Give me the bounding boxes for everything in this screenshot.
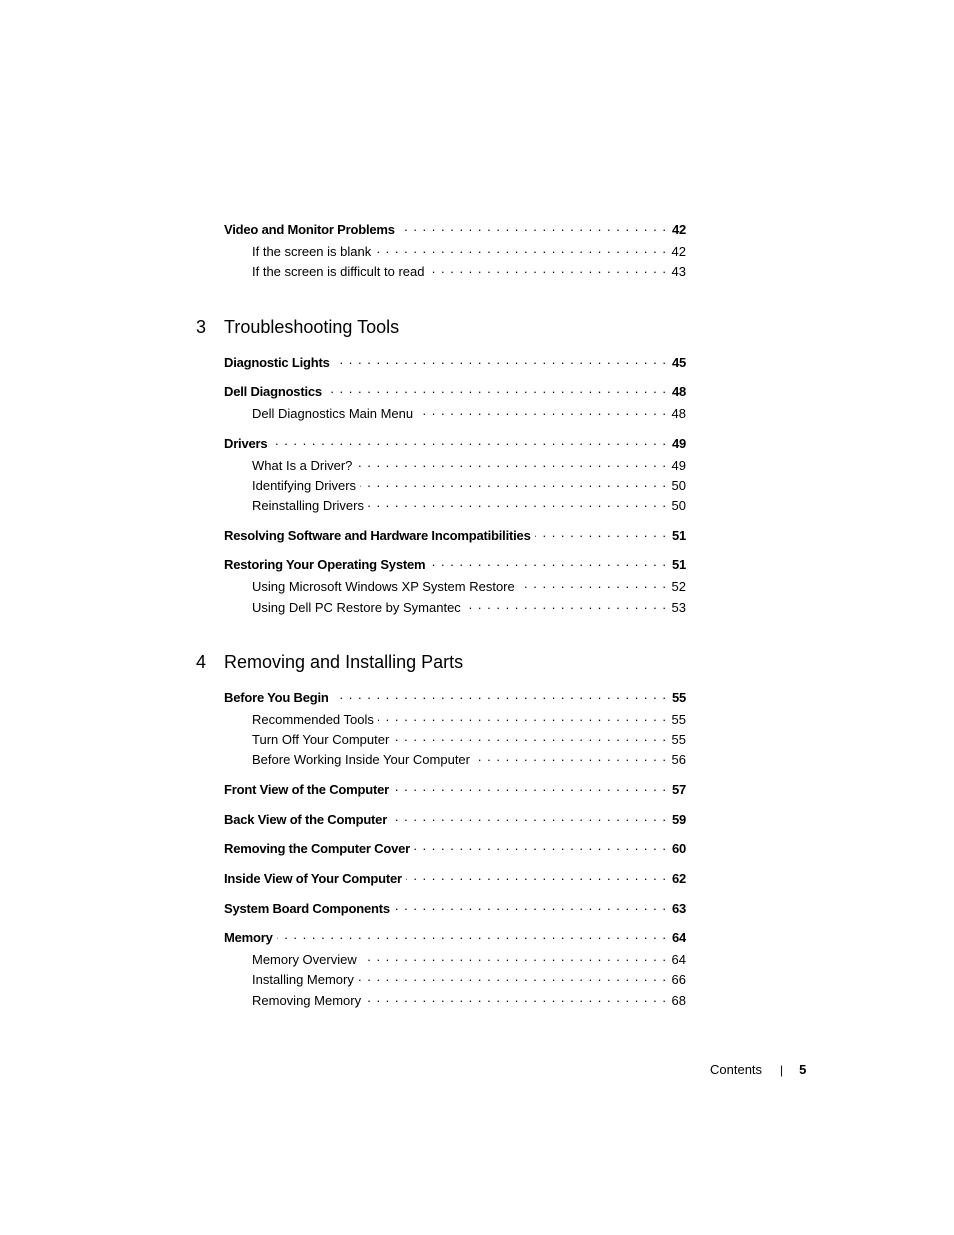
chapter-title: Troubleshooting Tools <box>224 317 400 337</box>
toc-entry-page-number: 55 <box>671 690 686 705</box>
toc-subentry[interactable] <box>252 749 686 767</box>
toc-entry[interactable] <box>224 525 686 543</box>
toc-entry-title: Before You Begin <box>224 690 329 705</box>
footer-section-label: Contents <box>710 1062 763 1077</box>
toc-entry-title: Dell Diagnostics <box>224 384 322 399</box>
dot-leader <box>356 455 666 470</box>
toc-entry[interactable] <box>224 352 686 370</box>
toc-entry-page-number: 45 <box>671 355 686 370</box>
toc-subentry[interactable] <box>252 576 686 594</box>
dot-leader <box>361 949 666 964</box>
toc-entry-title: Inside View of Your Computer <box>224 871 402 886</box>
toc-entry-title: Removing Memory <box>252 993 362 1008</box>
toc-entry-page-number: 60 <box>671 841 686 856</box>
toc-entry-page-number: 56 <box>671 752 686 767</box>
toc-entry[interactable] <box>224 687 686 705</box>
toc-entry[interactable] <box>224 219 686 237</box>
toc-entry-title: Diagnostic Lights <box>224 355 330 370</box>
toc-entry-page-number: 55 <box>671 712 686 727</box>
toc-entry-title: Restoring Your Operating System <box>224 557 426 572</box>
dot-leader <box>334 352 666 367</box>
toc-entry-title: If the screen is difficult to read <box>252 264 425 279</box>
dot-leader <box>394 898 666 913</box>
toc-subentry[interactable] <box>252 709 686 727</box>
toc-entry-page-number: 57 <box>671 782 686 797</box>
toc-subentry[interactable] <box>252 597 686 615</box>
dot-leader <box>399 219 666 234</box>
dot-leader <box>393 729 666 744</box>
toc-entry-page-number: 64 <box>671 952 686 967</box>
toc-entry-page-number: 64 <box>671 930 686 945</box>
footer-page-number: 5 <box>799 1062 807 1077</box>
toc-entry-title: Identifying Drivers <box>252 478 357 493</box>
page-footer <box>710 1062 806 1080</box>
toc-subentry[interactable] <box>252 990 686 1008</box>
toc-entry-title: Drivers <box>224 436 268 451</box>
toc-entry[interactable] <box>224 381 686 399</box>
toc-entry-page-number: 51 <box>671 528 686 543</box>
toc-entry[interactable] <box>224 927 686 945</box>
toc-entry-title: Memory <box>224 930 273 945</box>
chapter-title: Removing and Installing Parts <box>224 652 464 672</box>
toc-subentry[interactable] <box>252 729 686 747</box>
dot-leader <box>414 838 666 853</box>
toc-entry-page-number: 63 <box>671 901 686 916</box>
dot-leader <box>393 779 666 794</box>
toc-entry-page-number: 48 <box>671 406 686 421</box>
dot-leader <box>391 809 666 824</box>
toc-subentry[interactable] <box>252 455 686 473</box>
toc-subentry[interactable] <box>252 241 686 259</box>
toc-entry[interactable] <box>224 898 686 916</box>
toc-entry-title: Memory Overview <box>252 952 357 967</box>
dot-leader <box>465 597 666 612</box>
toc-entry-title: Before Working Inside Your Computer <box>252 752 470 767</box>
dot-leader <box>428 261 666 276</box>
dot-leader <box>368 495 666 510</box>
dot-leader <box>535 525 666 540</box>
dot-leader <box>417 403 666 418</box>
toc-subentry[interactable] <box>252 475 686 493</box>
toc-entry-page-number: 52 <box>671 579 686 594</box>
dot-leader <box>378 709 666 724</box>
toc-entry-title: System Board Components <box>224 901 390 916</box>
toc-entry-page-number: 43 <box>671 264 686 279</box>
toc-entry-title: If the screen is blank <box>252 244 372 259</box>
dot-leader <box>360 475 666 490</box>
dot-leader <box>365 990 666 1005</box>
dot-leader <box>358 969 666 984</box>
toc-entry-title: Video and Monitor Problems <box>224 222 395 237</box>
dot-leader <box>474 749 666 764</box>
toc-entry-title: Front View of the Computer <box>224 782 390 797</box>
toc-entry-title: Dell Diagnostics Main Menu <box>252 406 414 421</box>
toc-entry[interactable] <box>224 779 686 797</box>
toc-entry-page-number: 50 <box>671 478 686 493</box>
dot-leader <box>406 868 666 883</box>
toc-subentry[interactable] <box>252 261 686 279</box>
toc-entry-title: Turn Off Your Computer <box>252 732 390 747</box>
toc-entry-title: Installing Memory <box>252 972 354 987</box>
toc-entry-page-number: 50 <box>671 498 686 513</box>
toc-entry-page-number: 42 <box>671 222 686 237</box>
toc-entry[interactable] <box>224 554 686 572</box>
chapter-heading <box>196 317 399 341</box>
toc-entry-page-number: 42 <box>671 244 686 259</box>
toc-entry-page-number: 66 <box>671 972 686 987</box>
toc-entry-page-number: 49 <box>671 458 686 473</box>
dot-leader <box>271 433 666 448</box>
toc-entry-page-number: 48 <box>671 384 686 399</box>
chapter-number: 4 <box>196 652 207 672</box>
toc-entry-title: Using Dell PC Restore by Symantec <box>252 600 461 615</box>
toc-entry-page-number: 59 <box>671 812 686 827</box>
toc-entry-page-number: 53 <box>671 600 686 615</box>
toc-entry-page-number: 55 <box>671 732 686 747</box>
footer-separator: | <box>780 1063 784 1077</box>
toc-subentry[interactable] <box>252 495 686 513</box>
dot-leader <box>326 381 666 396</box>
toc-entry-page-number: 49 <box>671 436 686 451</box>
dot-leader <box>277 927 666 942</box>
toc-entry-title: Resolving Software and Hardware Incompatibilities <box>224 528 531 543</box>
chapter-number: 3 <box>196 317 207 337</box>
toc-subentry[interactable] <box>252 949 686 967</box>
toc-entry-title: Reinstalling Drivers <box>252 498 364 513</box>
toc-entry[interactable] <box>224 868 686 886</box>
toc-entry-title: Back View of the Computer <box>224 812 388 827</box>
dot-leader <box>429 554 666 569</box>
dot-leader <box>375 241 666 256</box>
toc-entry[interactable] <box>224 433 686 451</box>
toc-entry-title: What Is a Driver? <box>252 458 353 473</box>
dot-leader <box>333 687 666 702</box>
toc-entry-title: Removing the Computer Cover <box>224 841 411 856</box>
toc-entry-title: Using Microsoft Windows XP System Restore <box>252 579 515 594</box>
toc-entry-page-number: 51 <box>671 557 686 572</box>
toc-entry-page-number: 62 <box>671 871 686 886</box>
toc-entry-page-number: 68 <box>671 993 686 1008</box>
toc-entry[interactable] <box>224 809 686 827</box>
chapter-heading <box>196 652 463 676</box>
toc-entry[interactable] <box>224 838 686 856</box>
dot-leader <box>519 576 666 591</box>
toc-entry-title: Recommended Tools <box>252 712 374 727</box>
toc-subentry[interactable] <box>252 969 686 987</box>
toc-subentry[interactable] <box>252 403 686 421</box>
